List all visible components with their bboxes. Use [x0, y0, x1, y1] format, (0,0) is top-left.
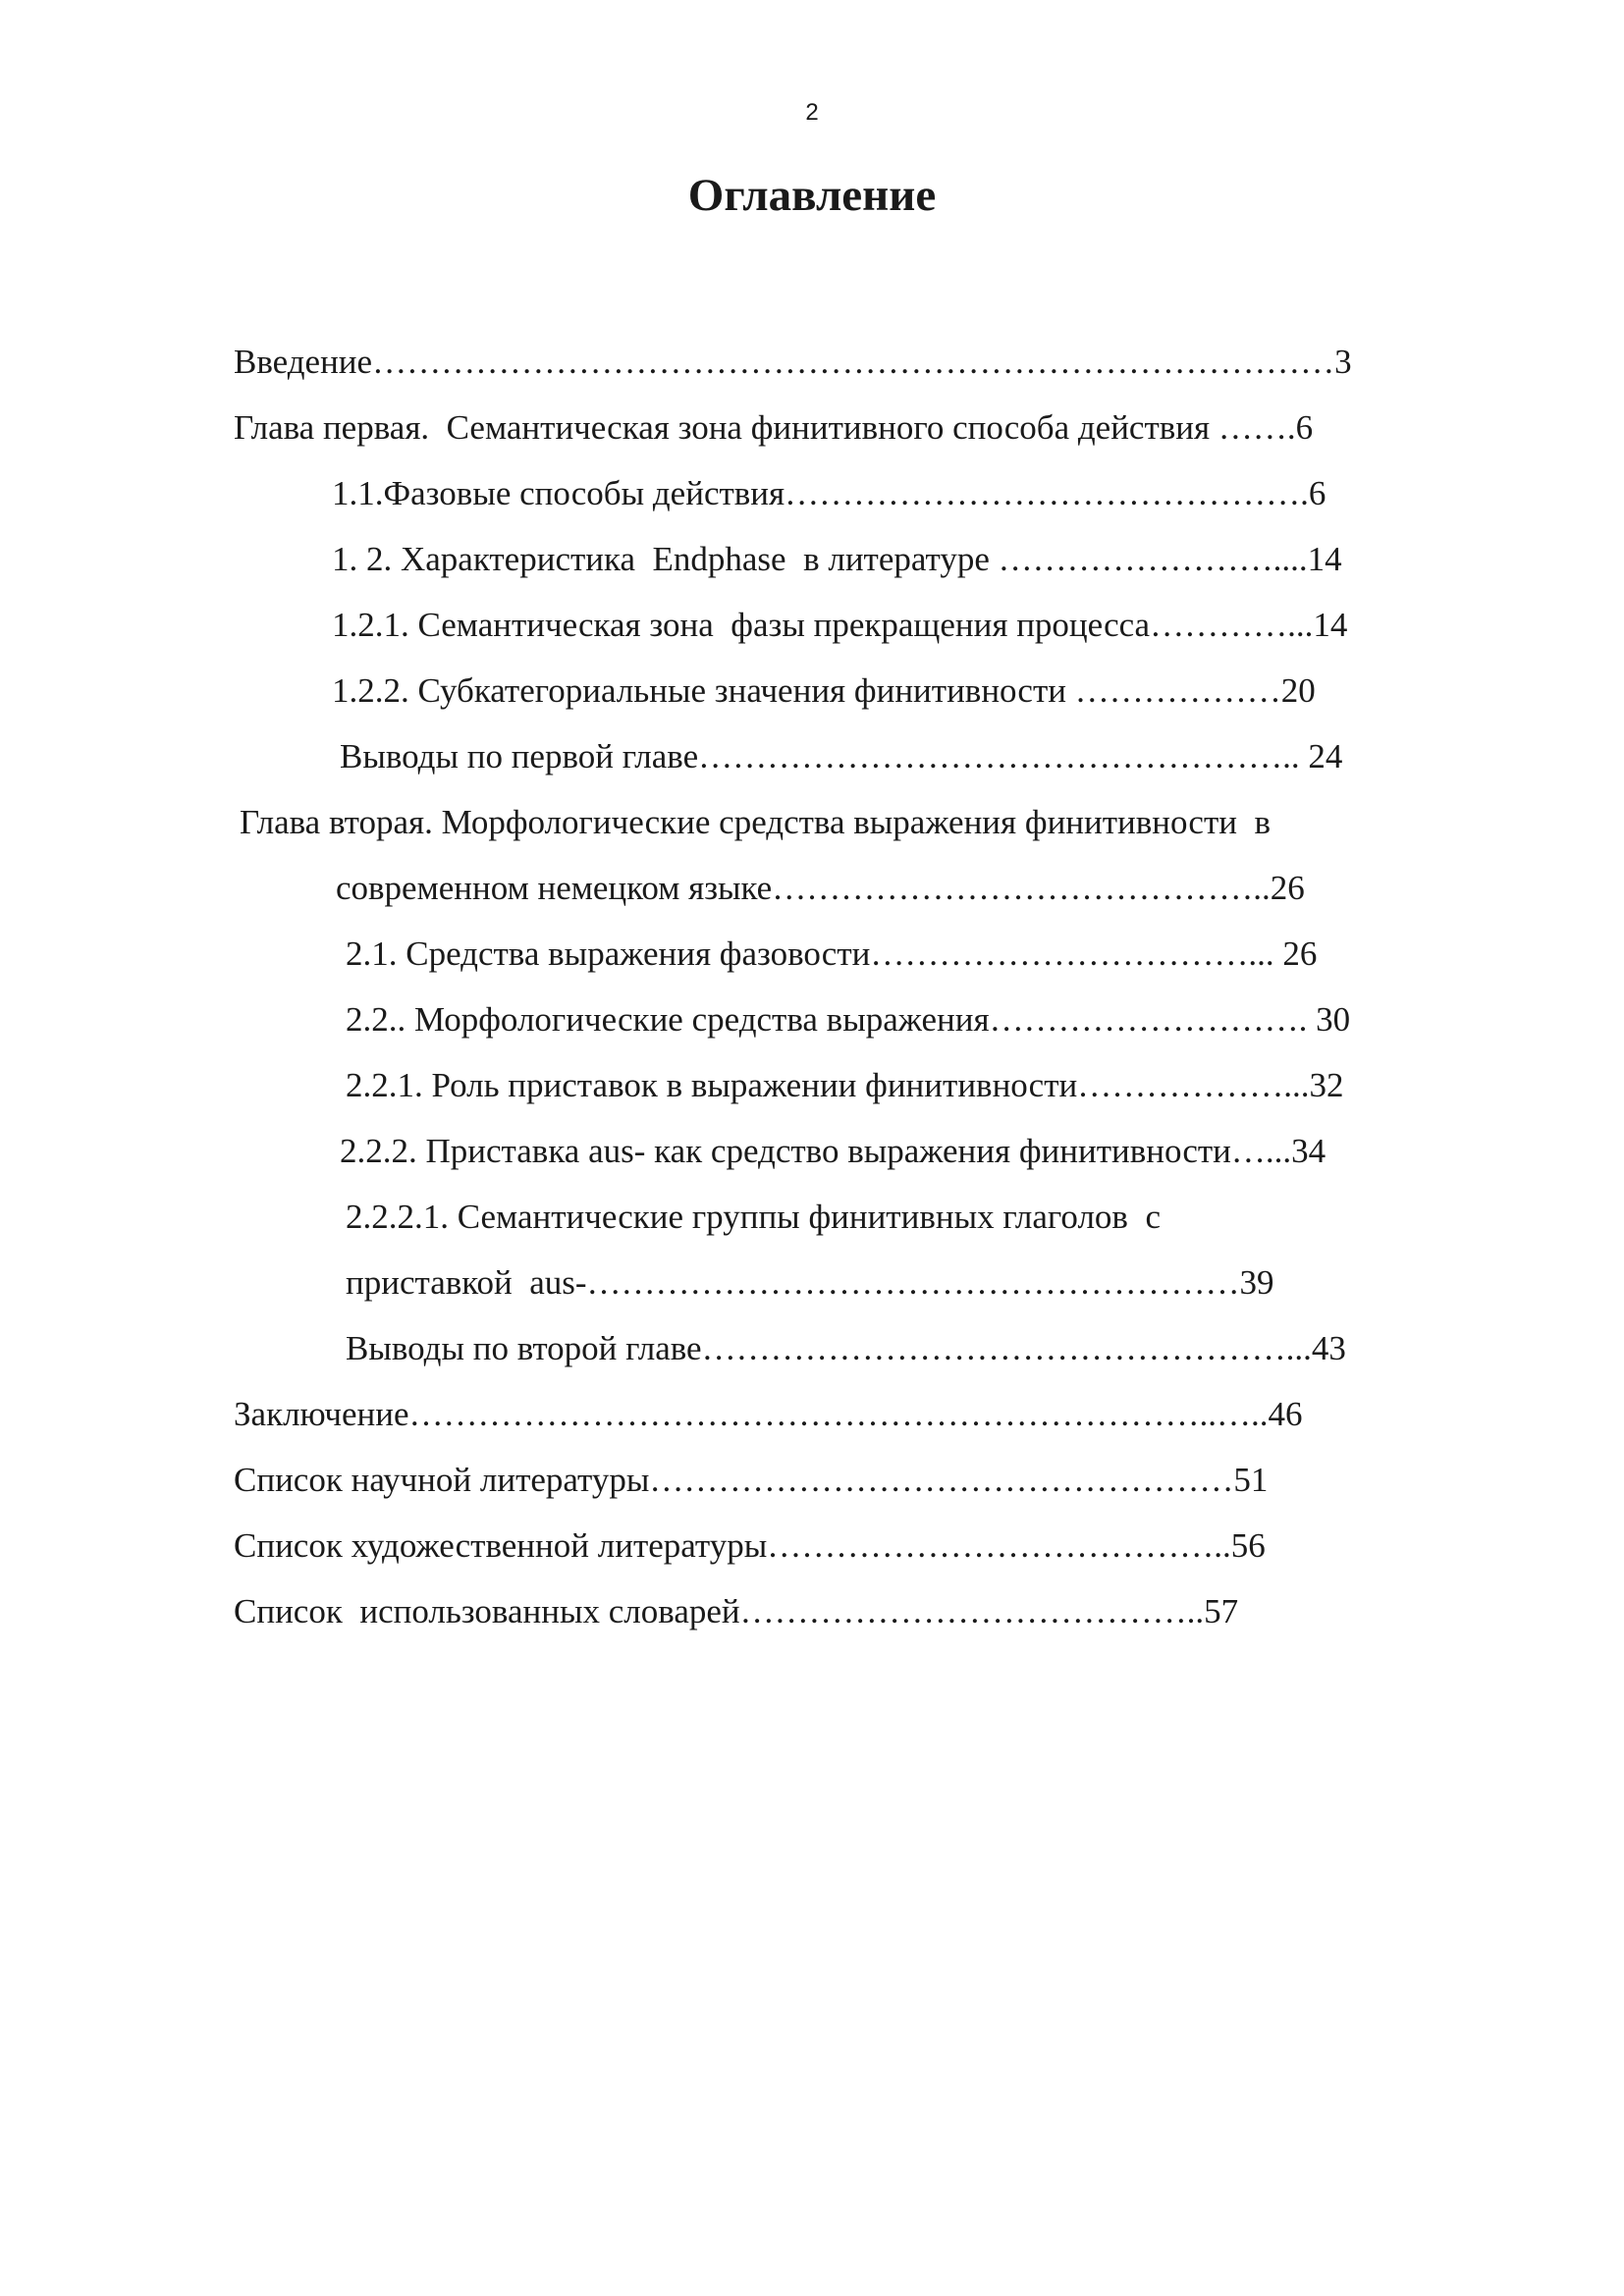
toc-entry-scientific-literature: Список научной литературы……………………………………………51 — [234, 1461, 1269, 1499]
page-number: 2 — [805, 99, 819, 126]
toc-entry-introduction: Введение…………………………………………………………………………3 — [234, 343, 1352, 381]
toc-entry-fiction-literature: Список художественной литературы…………………………………..56 — [234, 1526, 1266, 1565]
toc-entry-2-2-2: 2.2.2. Приставка aus- как средство выражения финитивности…...34 — [340, 1132, 1326, 1170]
toc-entry-chapter-1: Глава первая. Семантическая зона финитивного способа действия …….6 — [234, 408, 1314, 447]
toc-entry-1-2-1: 1.2.1. Семантическая зона фазы прекращения процесса…………...14 — [332, 606, 1348, 644]
toc-entry-1-2-2: 1.2.2. Субкатегориальные значения финитивности ………………20 — [332, 671, 1316, 710]
toc-entry-2-2-2-1-continued: приставкой aus-…………………………………………………39 — [346, 1263, 1274, 1302]
toc-entry-conclusion: Заключение……………………………………………………………..…..46 — [234, 1395, 1303, 1433]
toc-entry-2-1: 2.1. Средства выражения фазовости……………………………... 26 — [346, 934, 1318, 973]
toc-entry-1-2: 1. 2. Характеристика Endphase в литературе ……………………....14 — [332, 540, 1342, 578]
toc-entry-chapter-2-continued: современном немецком языке……………………………………..26 — [336, 869, 1305, 907]
toc-entry-2-2-1: 2.2.1. Роль приставок в выражении финитивности………………...32 — [346, 1066, 1344, 1104]
toc-entry-chapter-2-conclusions: Выводы по второй главе……………………………………………...43 — [346, 1329, 1346, 1367]
toc-entry-1-1: 1.1.Фазовые способы действия……………………………………….6 — [332, 474, 1326, 512]
page-title: Оглавление — [687, 170, 937, 221]
toc-entry-2-2: 2.2.. Морфологические средства выражения………………………. 30 — [346, 1000, 1351, 1039]
toc-entry-chapter-1-conclusions: Выводы по первой главе…………………………………………….. 24 — [340, 737, 1343, 775]
toc-entry-chapter-2: Глава вторая. Морфологические средства выражения финитивности в — [240, 803, 1271, 841]
toc-entry-dictionaries: Список использованных словарей…………………………………..57 — [234, 1592, 1239, 1630]
toc-entry-2-2-2-1: 2.2.2.1. Семантические группы финитивных глаголов с — [346, 1198, 1161, 1236]
